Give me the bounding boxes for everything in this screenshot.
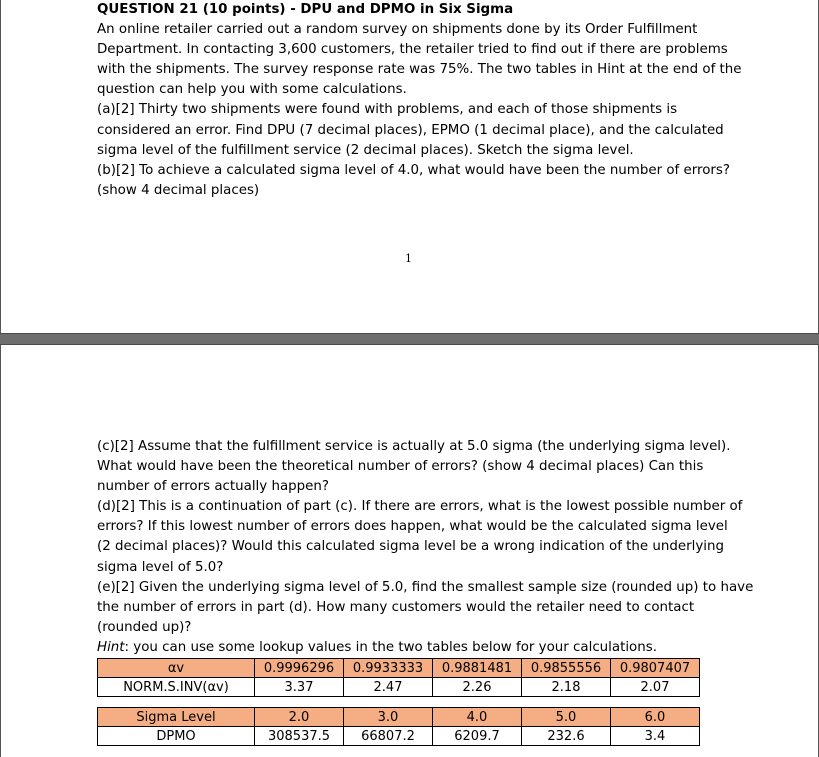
- table-row: [98, 727, 700, 746]
- text-line: (e)[2] Given the underlying sigma level of 5.0, find the smallest sample size (rounded up) to have: [97, 579, 754, 595]
- table-cell: Sigma Level: [98, 708, 255, 727]
- text-line: (c)[2] Assume that the fulfillment service is actually at 5.0 sigma (the underlying sigma level).: [97, 439, 731, 454]
- hint-label: Hint: [97, 639, 125, 655]
- table-row: [98, 678, 700, 697]
- table-cell: 2.07: [611, 678, 700, 697]
- text-line: An online retailer carried out a random survey on shipments done by its Order Fulfillment: [97, 22, 698, 38]
- hint-text: : you can use some lookup values in the two tables below for your calculations.: [124, 639, 657, 655]
- text-line: question can help you with some calculations.: [97, 82, 407, 98]
- table-cell: 0.9807407: [611, 659, 700, 678]
- page-number: 1: [405, 252, 412, 265]
- table-cell: 0.9933333: [344, 659, 433, 678]
- text-line: with the shipments. The survey response rate was 75%. The two tables in Hint at the end of the: [97, 62, 742, 78]
- table-cell: 232.6: [522, 727, 611, 746]
- page-1-text: [97, 0, 742, 201]
- text-line: considered an error. Find DPU (7 decimal places), EPMO (1 decimal place), and the calculated: [97, 122, 724, 138]
- norm-inverse-lookup-table: [97, 658, 700, 697]
- page-separator: [0, 333, 819, 345]
- table-cell: 2.26: [433, 678, 522, 697]
- table-cell: 6209.7: [433, 727, 522, 746]
- text-line: number of errors actually happen?: [97, 479, 329, 495]
- table-cell: NORM.S.INV(αv): [98, 678, 255, 697]
- text-line: (2 decimal places)? Would this calculated sigma level be a wrong indication of the underlying: [97, 539, 724, 555]
- hint-line: [97, 638, 737, 658]
- table-cell: 2.47: [344, 678, 433, 697]
- table-cell: 6.0: [611, 708, 700, 727]
- text-line: Department. In contacting 3,600 customers, the retailer tried to find out if there are problems: [97, 42, 728, 58]
- text-line: (show 4 decimal places): [97, 182, 260, 198]
- table-cell: DPMO: [98, 727, 255, 746]
- question-title: QUESTION 21 (10 points) - DPU and DPMO in Six Sigma: [97, 2, 514, 17]
- text-line: (rounded up)?: [97, 619, 192, 635]
- table-cell: 3.0: [344, 708, 433, 727]
- text-line: sigma level of 5.0?: [97, 559, 224, 575]
- table-cell: 5.0: [522, 708, 611, 727]
- text-line: the number of errors in part (d). How many customers would the retailer need to contact: [97, 599, 695, 615]
- table-cell: 3.37: [255, 678, 344, 697]
- table-cell: 0.9855556: [522, 659, 611, 678]
- table-cell: 0.9881481: [433, 659, 522, 678]
- text-line: (a)[2] Thirty two shipments were found with problems, and each of those shipments is: [97, 102, 678, 118]
- text-line: (b)[2] To achieve a calculated sigma level of 4.0, what would have been the number of errors?: [97, 162, 731, 178]
- text-line: What would have been the theoretical number of errors? (show 4 decimal places) Can this: [97, 459, 704, 475]
- document-page-2: [0, 345, 819, 757]
- table-header-row: [98, 708, 700, 727]
- table-cell: 66807.2: [344, 727, 433, 746]
- text-line: errors? If this lowest number of errors does happen, what would be the calculated sigma level: [97, 519, 728, 535]
- table-cell: αv: [98, 659, 255, 678]
- table-cell: 2.18: [522, 678, 611, 697]
- table-cell: 4.0: [433, 708, 522, 727]
- text-line: (d)[2] This is a continuation of part (c). If there are errors, what is the lowest possible number of: [97, 499, 743, 515]
- page-2-text: [97, 437, 754, 658]
- table-cell: 3.4: [611, 727, 700, 746]
- document-page-1: [0, 0, 819, 333]
- table-cell: 2.0: [255, 708, 344, 727]
- table-cell: 0.9996296: [255, 659, 344, 678]
- sigma-dpmo-lookup-table: [97, 707, 700, 746]
- table-cell: 308537.5: [255, 727, 344, 746]
- text-line: sigma level of the fulfillment service (2 decimal places). Sketch the sigma level.: [97, 142, 634, 158]
- table-header-row: [98, 659, 700, 678]
